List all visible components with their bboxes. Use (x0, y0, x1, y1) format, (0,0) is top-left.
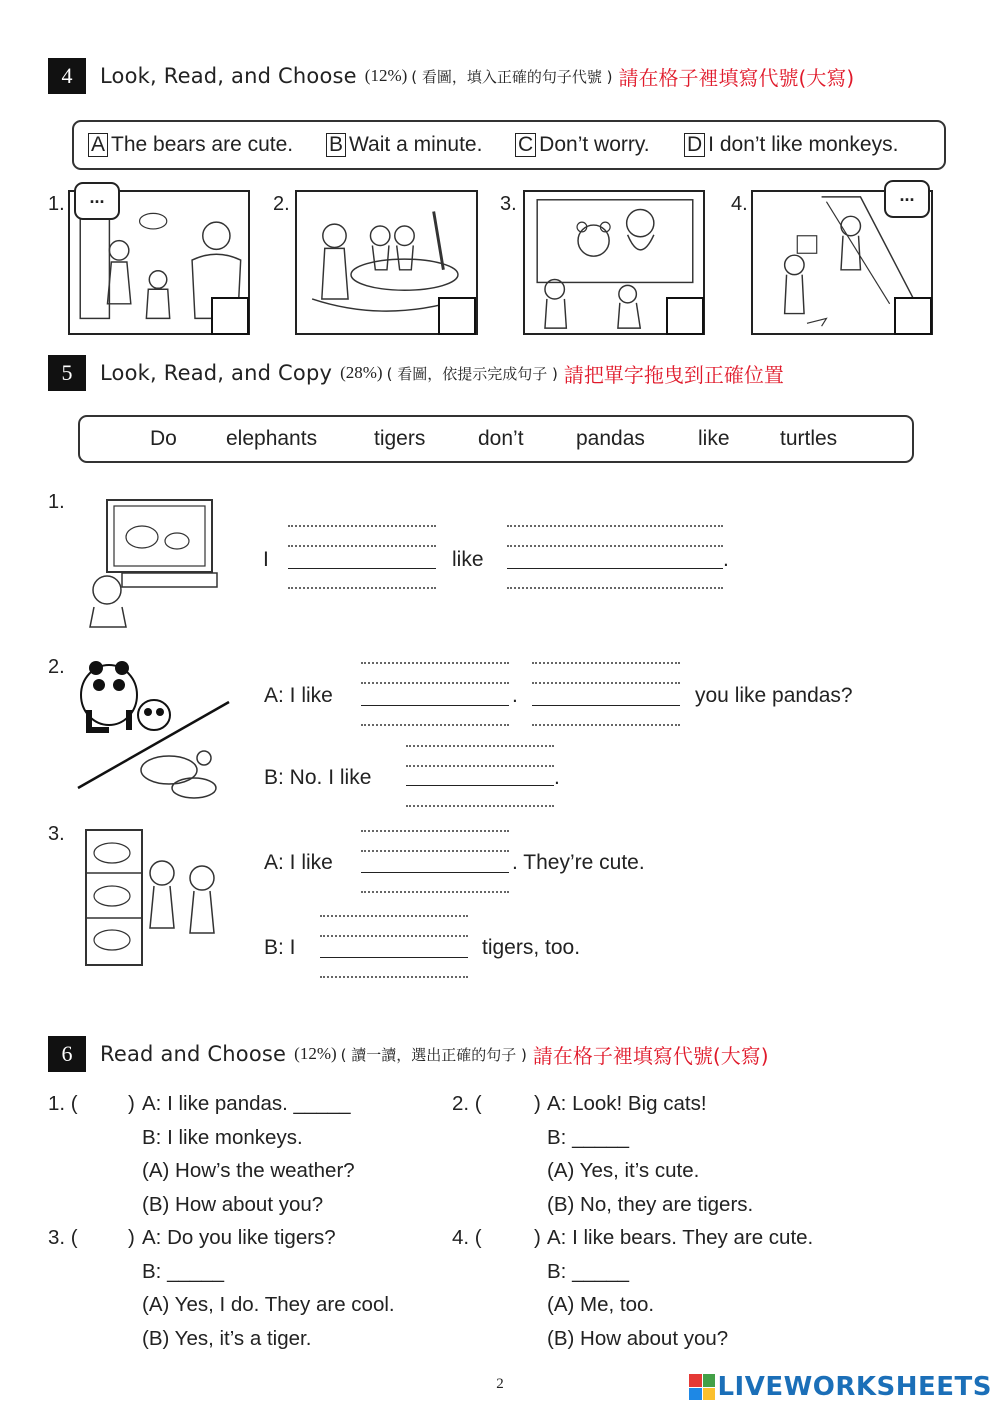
choice-a: (A) Me, too. (547, 1293, 655, 1316)
option-b: B Wait a minute. (326, 133, 482, 157)
section-percent: (12%) (294, 1044, 337, 1063)
dialogue-line-a: A: Look! Big cats! (547, 1092, 707, 1115)
answer-input[interactable] (490, 1090, 530, 1118)
section-title: Read and Choose (100, 1042, 287, 1066)
drop-blank[interactable] (507, 525, 723, 590)
section-title: Look, Read, and Copy (100, 361, 333, 385)
sentence-options-box (72, 120, 946, 170)
sentence-text: . They’re cute. (512, 851, 645, 874)
draggable-word[interactable]: turtles (780, 427, 838, 450)
drop-blank[interactable] (288, 525, 436, 590)
tigers-and-girls-icon (84, 828, 229, 968)
choice-a: (A) How’s the weather? (142, 1159, 355, 1182)
option-d: D I don’t like monkeys. (684, 133, 898, 157)
sentence-text: tigers, too. (482, 936, 581, 959)
section-percent: (28%) (340, 363, 383, 382)
picture-number: 4. (731, 193, 748, 215)
paren-close: ) (534, 1092, 541, 1115)
sentence-punct: . (723, 548, 729, 571)
sentence-text: you like pandas? (695, 684, 853, 707)
picture-number: 1. (48, 193, 65, 215)
section-instruction-zh: ( 看圖，填入正確的句子代號 ) (411, 67, 613, 86)
logo-mark-icon (689, 1374, 715, 1400)
section-instruction-red: 請把單字拖曳到正確位置 (563, 362, 784, 387)
answer-box-3[interactable] (666, 297, 704, 335)
paren-close: ) (534, 1226, 541, 1249)
sentence-word: I (263, 548, 269, 571)
section-number: 6 (48, 1036, 86, 1072)
speech-bubble: ... (884, 180, 930, 218)
answer-box-4[interactable] (894, 297, 932, 335)
answer-box-1[interactable] (211, 297, 249, 335)
section-number: 4 (48, 58, 86, 94)
sentence-punct: . (554, 766, 560, 789)
answer-box-2[interactable] (438, 297, 476, 335)
option-c: C Don’t worry. (515, 133, 650, 157)
choice-b: (B) How about you? (547, 1327, 729, 1350)
dialogue-line-b: B: _____ (547, 1260, 630, 1283)
section-percent: (12%) (364, 66, 408, 85)
section-instruction-red: 請在格子裡填寫代號(大寫) (618, 65, 855, 90)
dialogue-line-a: A: Do you like tigers? (142, 1226, 336, 1249)
word-bank (78, 415, 914, 463)
draggable-word[interactable]: Do (150, 427, 177, 450)
answer-input[interactable] (490, 1224, 530, 1252)
paren-close: ) (128, 1226, 135, 1249)
section-4-header (48, 58, 854, 94)
question-number: 1. ( (48, 1092, 78, 1115)
choice-b: (B) How about you? (142, 1193, 324, 1216)
section-6-header (48, 1036, 769, 1072)
choice-a: (A) Yes, I do. They are cool. (142, 1293, 395, 1316)
section-5-header (48, 355, 784, 391)
question-number: 3. ( (48, 1226, 78, 1249)
section-instruction-red: 請在格子裡填寫代號(大寫) (532, 1043, 769, 1068)
choice-b: (B) Yes, it’s a tiger. (142, 1327, 312, 1350)
choice-b: (B) No, they are tigers. (547, 1193, 754, 1216)
sentence-text: B: No. I like (264, 766, 372, 789)
sentence-text: B: I (264, 936, 296, 959)
paren-close: ) (128, 1092, 135, 1115)
question-number: 3. (48, 823, 65, 845)
draggable-word[interactable]: like (698, 427, 730, 450)
sentence-punct: . (512, 684, 518, 707)
option-a: A The bears are cute. (88, 133, 293, 157)
answer-input[interactable] (86, 1090, 124, 1118)
speech-bubble: ... (74, 182, 120, 220)
drop-blank[interactable] (532, 662, 680, 727)
elephants-on-tv-icon (82, 495, 222, 630)
section-number: 5 (48, 355, 86, 391)
draggable-word[interactable]: don’t (478, 427, 524, 450)
drop-blank[interactable] (406, 745, 554, 810)
question-number: 2. (48, 656, 65, 678)
pandas-and-turtles-icon (74, 660, 234, 805)
choice-a: (A) Yes, it’s cute. (547, 1159, 700, 1182)
dialogue-line-a: A: I like bears. They are cute. (547, 1226, 814, 1249)
section-instruction-zh: ( 讀一讀，選出正確的句子 ) (340, 1045, 527, 1064)
answer-input[interactable] (86, 1224, 124, 1252)
question-number: 2. ( (452, 1092, 482, 1115)
draggable-word[interactable]: elephants (226, 427, 318, 450)
logo-text: LIVEWORKSHEETS (717, 1372, 992, 1402)
dialogue-line-b: B: I like monkeys. (142, 1126, 303, 1149)
drop-blank[interactable] (361, 662, 509, 727)
draggable-word[interactable]: pandas (576, 427, 645, 450)
dialogue-line-b: B: _____ (142, 1260, 225, 1283)
draggable-word[interactable]: tigers (374, 427, 426, 450)
section-title: Look, Read, and Choose (100, 64, 357, 88)
sentence-word: like (452, 548, 484, 571)
liveworksheets-logo (689, 1372, 992, 1402)
drop-blank[interactable] (361, 830, 509, 895)
sentence-text: A: I like (264, 851, 333, 874)
page-number: 2 (496, 1376, 504, 1392)
dialogue-line-b: B: _____ (547, 1126, 630, 1149)
picture-number: 3. (500, 193, 517, 215)
section-instruction-zh: ( 看圖，依提示完成句子 ) (386, 364, 558, 383)
picture-number: 2. (273, 193, 290, 215)
dialogue-line-a: A: I like pandas. _____ (142, 1092, 351, 1115)
question-number: 4. ( (452, 1226, 482, 1249)
question-number: 1. (48, 491, 65, 513)
sentence-text: A: I like (264, 684, 333, 707)
drop-blank[interactable] (320, 915, 468, 980)
